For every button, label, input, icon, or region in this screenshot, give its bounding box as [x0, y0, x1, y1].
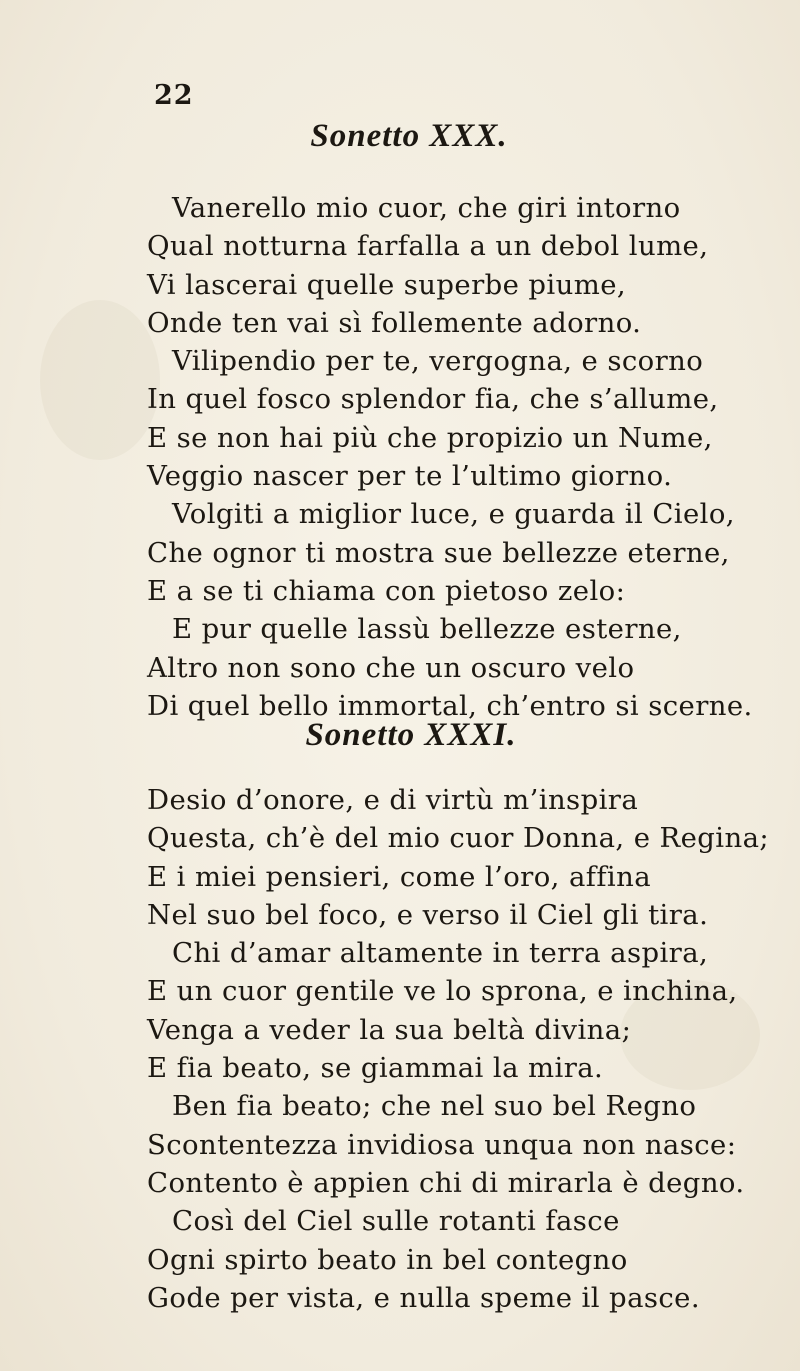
- sonnet-title: Sonetto XXXI.: [305, 717, 517, 753]
- page-number: 22: [154, 80, 194, 111]
- paper-stain: [40, 300, 160, 460]
- book-page: 22 Sonetto XXX. Vanerello mio cuor, che giri intorno Qual notturna farfalla a un debol lume, Vi lascerai quelle superbe piume, Onde ten vai sì follemente adorno. Vilipendio per te, vergogna, e scorno In quel fosco splendor fia, che s’allume, E se non hai più che propizio un Nume, Veggio nascer per te l’ultimo giorno. Volgiti a miglior luce, e guarda il Cielo, Che ognor ti mostra sue bellezze eterne, E a se ti chiama con pietoso zelo: E pur quelle lassù bellezze esterne, Altro non sono che un oscuro velo Di quel bello immortal, ch’entro si scerne. Sonetto XXXI. Desio d’onore, e di virtù m’inspira Questa, ch’è del mio cuor Donna, e Regina; E i miei pensieri, come l’oro, affina Nel suo bel foco, e verso il Ciel gli tira. Chi d’amar altamente in terra aspira, E un cuor gentile ve lo sprona, e inchina, Venga a veder la sua beltà divina; E fia beato, se giammai la mira. Ben fia beato; che nel suo bel Regno Scontentezza invidiosa unqua non nasce: Contento è appien chi di mirarla è degno. Così del Ciel sulle rotanti fasce Ogni spirto beato in bel contegno Gode per vista, e nulla speme il pasce.: [0, 0, 800, 1371]
- sonnet-title: Sonetto XXX.: [310, 118, 508, 154]
